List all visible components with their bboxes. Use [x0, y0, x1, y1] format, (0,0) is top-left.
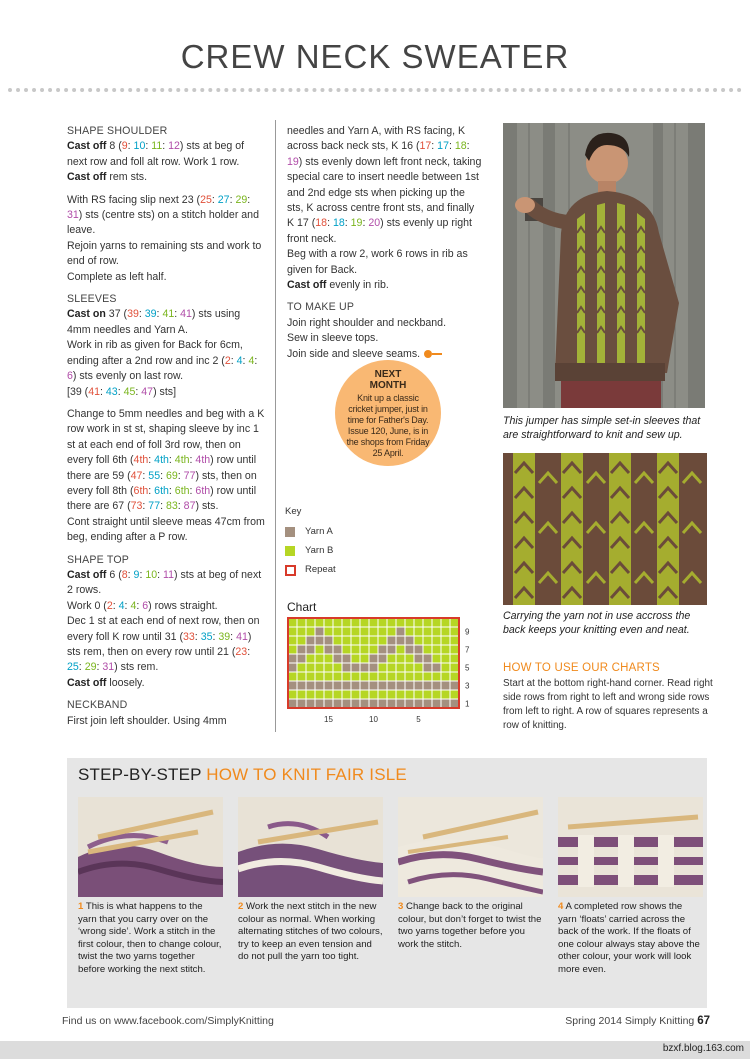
chart-row-label: 5 — [465, 663, 470, 673]
chart-cell — [387, 672, 396, 681]
chart-cell — [387, 690, 396, 699]
section-heading: SHAPE SHOULDER — [67, 125, 168, 137]
key-item-yarn-a: Yarn A — [285, 526, 405, 540]
chart-cell — [369, 672, 378, 681]
chart-cell — [315, 636, 324, 645]
chart-cell — [423, 672, 432, 681]
chart-cell — [378, 636, 387, 645]
chart-cell — [396, 654, 405, 663]
chart-cell — [423, 690, 432, 699]
end-dot-icon — [424, 350, 432, 358]
chart-key — [285, 506, 336, 575]
howto-body: Start at the bottom right-hand corner. Read right side rows from right to left and wrong side rows from left to right. A row of squares represents a row of knitting. — [503, 678, 713, 731]
chart-cell — [297, 690, 306, 699]
photo-caption: Carrying the yarn not in use accross the back keeps your knitting even and neat. — [503, 610, 691, 636]
chart-cell — [342, 636, 351, 645]
chart-cell — [441, 618, 450, 627]
chart-cell — [288, 690, 297, 699]
chart-cell — [360, 681, 369, 690]
chart-cell — [396, 681, 405, 690]
chart-row-label: 7 — [465, 645, 470, 655]
footer-facebook-link[interactable]: Find us on www.facebook.com/SimplyKnitting — [62, 1015, 274, 1027]
chart-cell — [351, 681, 360, 690]
chart-cell — [405, 672, 414, 681]
chart-cell — [405, 699, 414, 708]
chart-cell — [396, 636, 405, 645]
chart-cell — [441, 681, 450, 690]
chart-cell — [315, 627, 324, 636]
chart-cell — [441, 645, 450, 654]
howto-heading: HOW TO USE OUR CHARTS — [503, 662, 660, 674]
chart-cell — [378, 618, 387, 627]
chart-cell — [342, 663, 351, 672]
photo-caption: This jumper has simple set-in sleeves that are straightforward to knit and sew up. — [503, 415, 701, 441]
chart-cell — [342, 690, 351, 699]
step-photo — [78, 797, 223, 897]
repeat-swatch — [285, 565, 296, 576]
chart-cell — [333, 672, 342, 681]
chart-cell — [342, 699, 351, 708]
chart-cell — [414, 672, 423, 681]
chart-row-label: 9 — [465, 627, 470, 637]
step-3 — [398, 797, 543, 951]
chart-cell — [324, 681, 333, 690]
chart-cell — [441, 636, 450, 645]
step-1 — [78, 797, 223, 977]
chart-cell — [360, 636, 369, 645]
chart-cell — [351, 654, 360, 663]
chart-cell — [369, 690, 378, 699]
chart-cell — [297, 654, 306, 663]
chart-cell — [405, 636, 414, 645]
chart-cell — [333, 699, 342, 708]
chart-cell — [324, 645, 333, 654]
chart-cell — [342, 672, 351, 681]
chart-cell — [315, 663, 324, 672]
chart-cell — [432, 672, 441, 681]
chart-cell — [450, 618, 459, 627]
chart-cell — [315, 645, 324, 654]
step-text: 4 A completed row shows the yarn ‘floats’ carried across the back of the work. If the floats of one colour always stay above the other colour, your work will look more even. — [558, 901, 700, 975]
chart-cell — [333, 645, 342, 654]
chart-col-label: 5 — [416, 715, 421, 724]
instruction: Beg with a row 2, work 6 rows in rib as given for Back. — [287, 248, 468, 276]
chart-cell — [378, 672, 387, 681]
chart-cell — [441, 699, 450, 708]
chart-cell — [351, 672, 360, 681]
chart-cell — [360, 627, 369, 636]
chart-cell — [450, 663, 459, 672]
chart-cell — [297, 699, 306, 708]
chart-cell — [315, 618, 324, 627]
chart-cell — [342, 654, 351, 663]
chart-cell — [360, 699, 369, 708]
chart-cell — [324, 627, 333, 636]
chart-cell — [342, 618, 351, 627]
knitting-chart — [286, 616, 486, 736]
chart-cell — [441, 663, 450, 672]
chart-cell — [369, 663, 378, 672]
page-title: CREW NECK SWEATER — [180, 38, 570, 75]
instruction: Change to 5mm needles and beg with a K row work in st st, shaping sleeve by inc 1 st at each end of foll 3rd row, then on every foll 6th (4th: 4th: 4th: 4th) row until there are 59 (47: 55: 69: 77) sts, then on every foll 8th (6th: 6th: 6th: 6th) row until there are 67 (73: 77: 83: 87) sts. — [67, 407, 265, 513]
chart-cell — [414, 627, 423, 636]
pattern-column-2 — [287, 124, 483, 362]
chart-cell — [369, 636, 378, 645]
chart-cell — [351, 627, 360, 636]
instruction: With RS facing slip next 23 (25: 27: 29: 31) sts (centre sts) on a stitch holder and leave. — [67, 193, 259, 237]
chart-cell — [378, 681, 387, 690]
step-text: 3 Change back to the original colour, but don’t forget to twist the two yarns together before you work the stitch. — [398, 901, 542, 950]
chart-cell — [441, 672, 450, 681]
key-heading: Key — [285, 506, 302, 517]
chart-cell — [297, 618, 306, 627]
chart-cell — [378, 663, 387, 672]
next-month-badge — [335, 360, 441, 466]
step-photo — [398, 797, 543, 897]
chart-cell — [315, 654, 324, 663]
chart-cell — [315, 681, 324, 690]
chart-cell — [288, 645, 297, 654]
step-photo — [558, 797, 703, 897]
instruction: [39 (41: 43: 45: 47) sts] — [67, 385, 177, 398]
chart-cell — [423, 681, 432, 690]
section-heading: TO MAKE UP — [287, 301, 355, 314]
chart-cell — [396, 663, 405, 672]
chart-cell — [423, 618, 432, 627]
end-line-icon — [432, 353, 442, 355]
chart-cell — [387, 618, 396, 627]
chart-cell — [405, 690, 414, 699]
chart-cell — [414, 645, 423, 654]
chart-cell — [432, 636, 441, 645]
next-month-heading-2: MONTH — [369, 380, 407, 391]
chart-cell — [423, 627, 432, 636]
instruction: Cast off loosely. — [67, 676, 145, 689]
chart-cell — [333, 627, 342, 636]
chart-cell — [288, 681, 297, 690]
chart-cell — [387, 627, 396, 636]
chart-cell — [324, 654, 333, 663]
chart-cell — [414, 618, 423, 627]
next-month-body: Knit up a classic cricket jumper, just in time for Father's Day. Issue 120, June, is in the shops from Friday 25 April. — [346, 393, 430, 458]
instruction: Cast off rem sts. — [67, 171, 148, 184]
chart-cell — [342, 681, 351, 690]
chart-cell — [405, 681, 414, 690]
next-month-heading: NEXT — [374, 369, 402, 380]
chart-cell — [297, 645, 306, 654]
chart-cell — [369, 618, 378, 627]
bottom-bar — [0, 1041, 750, 1059]
chart-cell — [297, 636, 306, 645]
chart-cell — [423, 654, 432, 663]
step-by-step-heading: STEP-BY-STEP HOW TO KNIT FAIR ISLE — [78, 765, 407, 784]
chart-cell — [333, 636, 342, 645]
chart-cell — [432, 699, 441, 708]
chart-cell — [432, 645, 441, 654]
step-4 — [558, 797, 703, 977]
chart-cell — [450, 636, 459, 645]
chart-cell — [351, 699, 360, 708]
chart-cell — [441, 627, 450, 636]
chart-cell — [297, 627, 306, 636]
chart-cell — [333, 690, 342, 699]
chart-cell — [396, 699, 405, 708]
chart-cell — [360, 654, 369, 663]
chart-cell — [324, 663, 333, 672]
chart-cell — [324, 618, 333, 627]
chart-cell — [450, 654, 459, 663]
chart-cell — [360, 663, 369, 672]
chart-cell — [351, 618, 360, 627]
chart-cell — [297, 681, 306, 690]
instruction: Work 0 (2: 4: 4: 6) rows straight. — [67, 599, 218, 612]
instruction: Rejoin yarns to remaining sts and work to end of row. — [67, 239, 262, 268]
chart-cell — [324, 699, 333, 708]
chart-cell — [360, 645, 369, 654]
chart-cell — [423, 663, 432, 672]
chart-cell — [432, 654, 441, 663]
section-heading: SHAPE TOP — [67, 553, 130, 566]
yarn-a-swatch — [285, 527, 295, 537]
chart-title: Chart — [287, 600, 317, 614]
chart-cell — [378, 627, 387, 636]
chart-cell — [378, 645, 387, 654]
chart-cell — [387, 645, 396, 654]
instruction: Join side and sleeve seams. — [287, 347, 483, 362]
instruction: Work in rib as given for Back for 6cm, ending after a 2nd row and inc 2 (2: 4: 4: 6) sts evenly on last row. — [67, 339, 258, 383]
chart-cell — [405, 618, 414, 627]
chart-cell — [396, 618, 405, 627]
chart-cell — [306, 690, 315, 699]
yarn-b-swatch — [285, 546, 295, 556]
pattern-column-1 — [67, 124, 265, 729]
chart-cell — [414, 654, 423, 663]
chart-cell — [288, 618, 297, 627]
instruction: First join left shoulder. Using 4mm — [67, 714, 227, 727]
chart-cell — [369, 681, 378, 690]
chart-cell — [306, 636, 315, 645]
chart-cell — [441, 690, 450, 699]
chart-cell — [387, 654, 396, 663]
chart-cell — [333, 618, 342, 627]
chart-row-label: 3 — [465, 681, 470, 691]
chart-cell — [351, 690, 360, 699]
chart-cell — [378, 690, 387, 699]
instruction: needles and Yarn A, with RS facing, K across back neck sts, K 16 (17: 17: 18: 19) sts evenly down left front neck, taking special care to insert needle between 1st and 2nd edge sts when picking up the sts, K across centre front sts, and finally K 17 (18: 18: 19: 20) sts evenly up right front neck. — [287, 125, 482, 245]
chart-cell — [288, 627, 297, 636]
chart-cell — [432, 627, 441, 636]
instruction: Dec 1 st at each end of next row, then on every foll K row until 31 (33: 35: 39: 41) sts rem, then on every row until 21 (23: 25: 29: 31) sts rem. — [67, 615, 260, 674]
chart-cell — [432, 663, 441, 672]
chart-cell — [405, 645, 414, 654]
chart-cell — [306, 699, 315, 708]
chart-cell — [396, 645, 405, 654]
chart-cell — [315, 690, 324, 699]
step-photo — [238, 797, 383, 897]
chart-cell — [324, 636, 333, 645]
chart-cell — [450, 645, 459, 654]
chart-cell — [414, 663, 423, 672]
chart-cell — [387, 681, 396, 690]
chart-cell — [405, 627, 414, 636]
chart-cell — [288, 636, 297, 645]
step-text: 1 This is what happens to the yarn that you carry over on the ‘wrong side’. Work a stitch in the first colour, then to change colour, twist the two yarns together before working the next stitch. — [78, 901, 222, 975]
key-item-repeat: Repeat — [285, 564, 405, 578]
chart-cell — [396, 672, 405, 681]
chart-cell — [423, 636, 432, 645]
chart-cell — [369, 627, 378, 636]
watermark: bzxf.blog.163.com — [662, 1043, 744, 1054]
step-2 — [238, 797, 383, 964]
section-heading: NECKBAND — [67, 699, 128, 712]
chart-cell — [351, 645, 360, 654]
chart-cell — [342, 627, 351, 636]
chart-cell — [432, 681, 441, 690]
chart-cell — [288, 699, 297, 708]
chart-cell — [360, 672, 369, 681]
chart-cell — [360, 618, 369, 627]
chart-cell — [306, 645, 315, 654]
chart-cell — [387, 699, 396, 708]
chart-cell — [405, 654, 414, 663]
instruction: Join right shoulder and neckband. — [287, 316, 447, 329]
chart-cell — [306, 672, 315, 681]
chart-cell — [432, 618, 441, 627]
chart-col-label: 10 — [369, 715, 378, 724]
chart-cell — [315, 672, 324, 681]
instruction: Cast off 6 (8: 9: 10: 11) sts at beg of next 2 rows. — [67, 568, 262, 597]
chart-cell — [450, 672, 459, 681]
chart-cell — [450, 627, 459, 636]
chart-cell — [333, 681, 342, 690]
chart-cell — [414, 699, 423, 708]
chart-cell — [360, 690, 369, 699]
instruction: Cast on 37 (39: 39: 41: 41) sts using 4mm needles and Yarn A. — [67, 308, 241, 336]
chart-cell — [351, 663, 360, 672]
chart-cell — [369, 654, 378, 663]
chart-cell — [441, 654, 450, 663]
instruction: Cast off 8 (9: 10: 11: 12) sts at beg of next row and foll alt row. Work 1 row. — [67, 140, 245, 168]
chart-cell — [378, 654, 387, 663]
chart-cell — [306, 681, 315, 690]
chart-cell — [414, 636, 423, 645]
chart-cell — [423, 645, 432, 654]
instruction: Cont straight until sleeve meas 47cm from beg, ending after a P row. — [67, 515, 265, 544]
chart-col-label: 15 — [324, 715, 333, 724]
fair-isle-closeup-photo — [503, 453, 707, 605]
chart-cell — [333, 663, 342, 672]
dotted-divider — [8, 88, 742, 92]
page-number: 67 — [697, 1015, 710, 1027]
chart-cell — [288, 654, 297, 663]
chart-cell — [450, 681, 459, 690]
chart-cell — [306, 654, 315, 663]
chart-cell — [369, 699, 378, 708]
chart-cell — [387, 636, 396, 645]
chart-cell — [324, 672, 333, 681]
sweater-photo — [503, 123, 705, 408]
chart-cell — [414, 681, 423, 690]
instruction: Complete as left half. — [67, 270, 167, 283]
key-item-yarn-b: Yarn B — [285, 545, 405, 559]
chart-cell — [450, 690, 459, 699]
column-divider — [275, 120, 276, 732]
instruction: Cast off evenly in rib. — [287, 279, 389, 292]
chart-cell — [369, 645, 378, 654]
chart-cell — [423, 699, 432, 708]
chart-cell — [396, 627, 405, 636]
chart-cell — [297, 672, 306, 681]
chart-cell — [414, 690, 423, 699]
chart-cell — [315, 699, 324, 708]
chart-cell — [387, 663, 396, 672]
chart-cell — [351, 636, 360, 645]
chart-cell — [297, 663, 306, 672]
chart-cell — [342, 645, 351, 654]
chart-cell — [306, 663, 315, 672]
chart-cell — [288, 672, 297, 681]
chart-cell — [306, 618, 315, 627]
chart-cell — [450, 699, 459, 708]
instruction: Sew in sleeve tops. — [287, 332, 379, 345]
step-text: 2 Work the next stitch in the new colour as normal. When working alternating stitches of two colours, try to keep an even tension and do not pull the yarn too tight. — [238, 901, 383, 963]
chart-cell — [396, 690, 405, 699]
chart-cell — [432, 690, 441, 699]
section-heading: SLEEVES — [67, 293, 117, 306]
footer-issue: Spring 2014 Simply Knitting 67 — [565, 1015, 710, 1027]
chart-cell — [324, 690, 333, 699]
chart-cell — [288, 663, 297, 672]
chart-row-label: 1 — [465, 699, 470, 709]
chart-cell — [333, 654, 342, 663]
chart-cell — [378, 699, 387, 708]
chart-cell — [405, 663, 414, 672]
chart-cell — [306, 627, 315, 636]
